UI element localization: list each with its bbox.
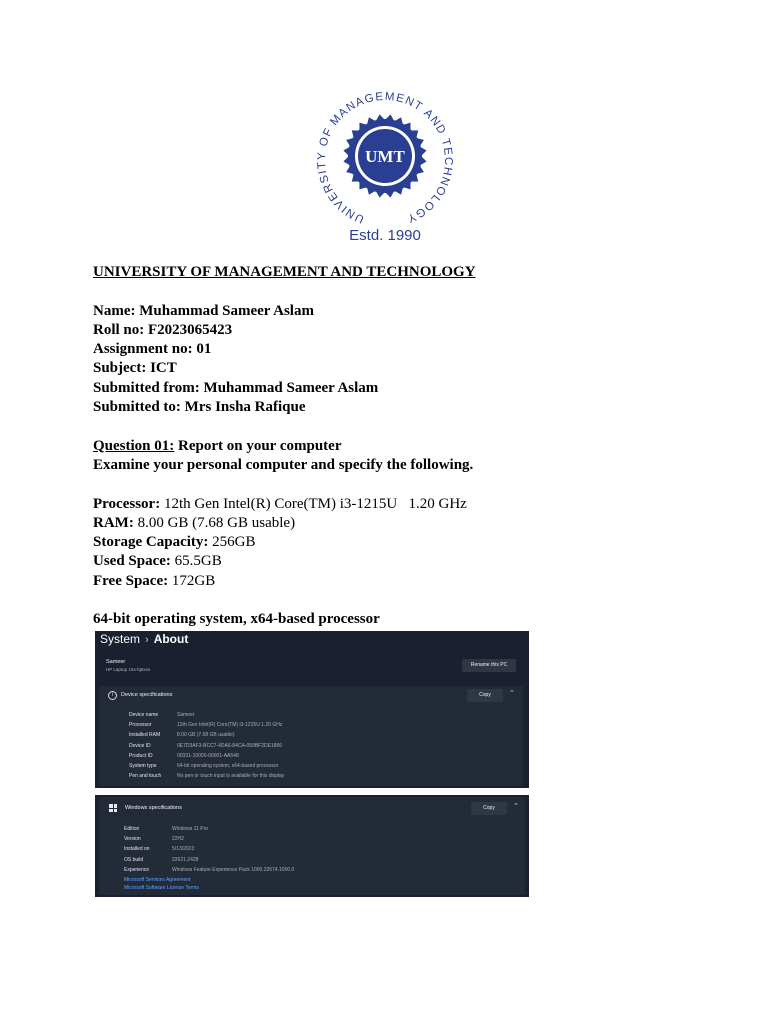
screenshot-windows-specifications: [95, 795, 529, 897]
pc-model: HP Laptop 15s-fq5xxx: [106, 667, 151, 672]
spec-label: Used Space:: [93, 553, 171, 570]
spec-value: 5/13/2023: [172, 846, 195, 853]
spec-value: 0E7D3AF3-BCC7-4DA6-84CA-059BF2DE1866: [177, 742, 283, 749]
breadcrumb: [100, 632, 188, 646]
spec-value: Sameer: [177, 712, 195, 718]
info-icon: i: [108, 691, 117, 700]
windows-specifications-card: [99, 797, 525, 895]
table-row: [124, 836, 199, 846]
question-instruction: Examine your personal computer and specify the following.: [93, 456, 474, 473]
spec-value: 22621.2428: [172, 856, 199, 863]
copy-button[interactable]: Copy: [471, 802, 507, 815]
logo-arc-text: UNIVERSITY OF MANAGEMENT AND TECHNOLOGY: [315, 90, 455, 225]
spec-value: 256GB: [208, 534, 256, 551]
assignment-number: Assignment no: 01: [93, 341, 212, 358]
spec-value: 64-bit operating system, x64-based processor: [177, 762, 279, 769]
spec-value: 12th Gen Intel(R) Core(TM) i3-1215U 1.20 GHz: [177, 722, 283, 729]
spec-key: Processor: [129, 722, 152, 729]
question-title: Report on your computer: [174, 437, 342, 454]
document-body: [93, 263, 713, 630]
spec-value: Windows Feature Experience Pack 1000.22674.1000.0: [172, 866, 295, 873]
pc-name: Sameer: [106, 659, 126, 665]
spec-label: RAM:: [93, 514, 134, 531]
table-row: [124, 866, 295, 877]
windows-spec-table: [124, 826, 295, 894]
device-specifications-card: [99, 686, 523, 786]
spec-label: Storage Capacity:: [93, 534, 209, 551]
spec-value: Windows 11 Pro: [172, 826, 209, 832]
spec-value: 8.00 GB (7.68 GB usable): [133, 514, 296, 531]
table-row: [124, 857, 199, 867]
link-services-agreement[interactable]: Microsoft Services Agreement: [124, 876, 191, 883]
spec-key: Installed RAM: [129, 732, 161, 739]
spec-label: Free Space:: [93, 572, 169, 589]
windows-specifications-title: Windows specifications: [125, 805, 182, 811]
spec-ram: [93, 514, 713, 533]
spec-value: 22H2: [172, 836, 184, 843]
rename-pc-button[interactable]: Rename this PC: [462, 659, 516, 672]
spec-key: Product ID: [129, 752, 153, 759]
chevron-up-icon[interactable]: ⌃: [513, 802, 519, 810]
spec-key: Device name: [129, 712, 159, 718]
subject: Subject: ICT: [93, 360, 177, 377]
chevron-right-icon: ›: [145, 634, 149, 646]
umt-seal-icon: [310, 84, 460, 229]
breadcrumb-about: About: [153, 632, 189, 646]
os-line: 64-bit operating system, x64-based processor: [93, 611, 380, 628]
spec-value: 65.5GB: [170, 553, 222, 570]
device-specifications-header[interactable]: [99, 686, 523, 706]
spec-value: 00331-10000-00001-AA548: [177, 752, 239, 759]
spec-key: Pen and touch: [129, 773, 162, 780]
spec-value: 8.00 GB (7.68 GB usable): [177, 732, 235, 739]
student-name: Name: Muhammad Sameer Aslam: [93, 302, 314, 319]
spec-label: Processor:: [93, 495, 161, 512]
windows-logo-icon: [109, 804, 117, 812]
spec-value: 12th Gen Intel(R) Core(TM) i3-1215U 1.20 GHz: [160, 495, 467, 512]
spec-value: 172GB: [168, 572, 216, 589]
logo-center-text: UMT: [365, 147, 405, 166]
question-label: Question 01:: [93, 437, 175, 454]
breadcrumb-system[interactable]: System: [100, 632, 141, 646]
device-specifications-title: Device specifications: [121, 692, 173, 698]
spec-key: Edition: [124, 826, 140, 832]
submitted-to: Submitted to: Mrs Insha Rafique: [93, 399, 306, 416]
spec-key: System type: [129, 762, 157, 769]
spec-storage: [93, 533, 713, 552]
question-line: [93, 437, 713, 456]
spec-used-space: [93, 552, 713, 571]
submitted-from: Submitted from: Muhammad Sameer Aslam: [93, 379, 379, 396]
spec-key: OS build: [124, 856, 144, 863]
copy-button[interactable]: Copy: [467, 689, 503, 702]
chevron-up-icon[interactable]: ⌃: [509, 689, 515, 697]
university-logo: [310, 84, 460, 249]
spec-processor: [93, 495, 713, 514]
spec-free-space: [93, 572, 713, 591]
roll-number: Roll no: F2023065423: [93, 321, 233, 338]
link-license-terms[interactable]: Microsoft Software License Terms: [124, 885, 199, 892]
table-row: [124, 826, 209, 836]
spec-key: Version: [124, 836, 141, 843]
university-heading: UNIVERSITY OF MANAGEMENT AND TECHNOLOGY: [93, 264, 476, 280]
spec-key: Experience: [124, 866, 150, 873]
spec-key: Device ID: [129, 742, 151, 749]
table-row: [124, 846, 199, 856]
screenshot-system-about: [95, 631, 529, 788]
logo-established: Estd. 1990: [349, 227, 421, 244]
windows-specifications-header[interactable]: [99, 797, 525, 817]
spec-key: Installed on: [124, 846, 150, 853]
spec-value: No pen or touch input is available for this display: [177, 773, 285, 780]
